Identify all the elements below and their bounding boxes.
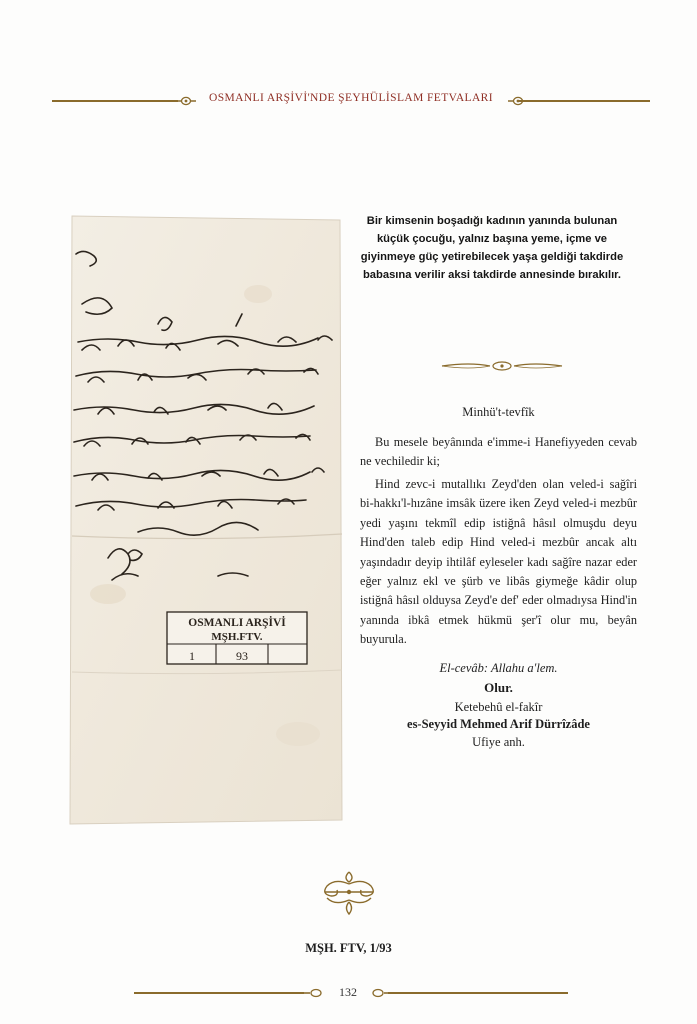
- running-header: [0, 88, 697, 114]
- stamp-line1: OSMANLI ARŞİVİ: [188, 617, 286, 629]
- fatwa-summary: Bir kimsenin boşadığı kadının yanında bulunan küçük çocuğu, yalnız başına yeme, içme ve giyinmeye güç yetirebilecek yaşa geldiği takdirde babasına verilir aksi takdirde annesinde bırakılır.: [360, 215, 624, 281]
- stamp-line2: MŞH.FTV.: [211, 631, 263, 643]
- stamp-number-2: 93: [236, 649, 248, 663]
- fatwa-paragraph-2: Hind zevc-i mutallıkı Zeyd'den olan veled-i sağîri bi-hakkı'l-hızâne imsâk üzere iken Zeyd veled-i mezbûr yedi yaşını tekmîl edip istiğnâ hâsıl olmuşdu deyu Hind'den taleb edip Hind veled-i mezbûr ancak altı yaşındadır deyip ihtilâf eyleseler kadı sağîre nazar eder eğer yalnız ekl ve şürb ve libâs giymeğe kâdir olup istiğnâ hâsıl olduysa Zeyd'e def' eder olmadıysa Hind'in yanında ibkâ etmek hükmü şer'î olur mu, beyân buyurula.: [360, 477, 637, 647]
- signature-line-1: Ketebehû el-fakîr: [454, 700, 543, 714]
- manuscript-image: [68, 214, 344, 826]
- header-title: OSMANLI ARŞİVİ'NDE ŞEYHÜLİSLAM FETVALARI: [209, 92, 493, 104]
- bottom-ornament-icon: [321, 868, 377, 916]
- footer-ornament-left-icon: [302, 987, 324, 999]
- footer-rule-right: [388, 992, 568, 994]
- archive-stamp: [167, 612, 307, 664]
- document-reference: MŞH. FTV, 1/93: [305, 941, 392, 955]
- header-rule-left: [52, 100, 178, 102]
- stamp-number-1: 1: [189, 649, 195, 663]
- fatwa-paragraph-1: Bu mesele beyânında e'imme-i Hanefiyyeden cevab ne vechiledir ki;: [360, 435, 637, 469]
- answer-intro: El-cevâb: Allahu a'lem.: [439, 661, 558, 675]
- signature-name: es-Seyyid Mehmed Arif Dürrîzâde: [407, 717, 590, 731]
- answer: Olur.: [484, 680, 513, 695]
- footer-rule-left: [134, 992, 304, 994]
- header-ornament-left-icon: [176, 94, 196, 108]
- page-number: 132: [339, 985, 357, 999]
- divider-ornament-icon: [440, 359, 564, 373]
- fatwa-heading: Minhü't-tevfîk: [462, 405, 535, 419]
- header-rule-right: [518, 100, 650, 102]
- signature-line-3: Ufiye anh.: [472, 735, 525, 749]
- page-footer: [0, 983, 697, 1003]
